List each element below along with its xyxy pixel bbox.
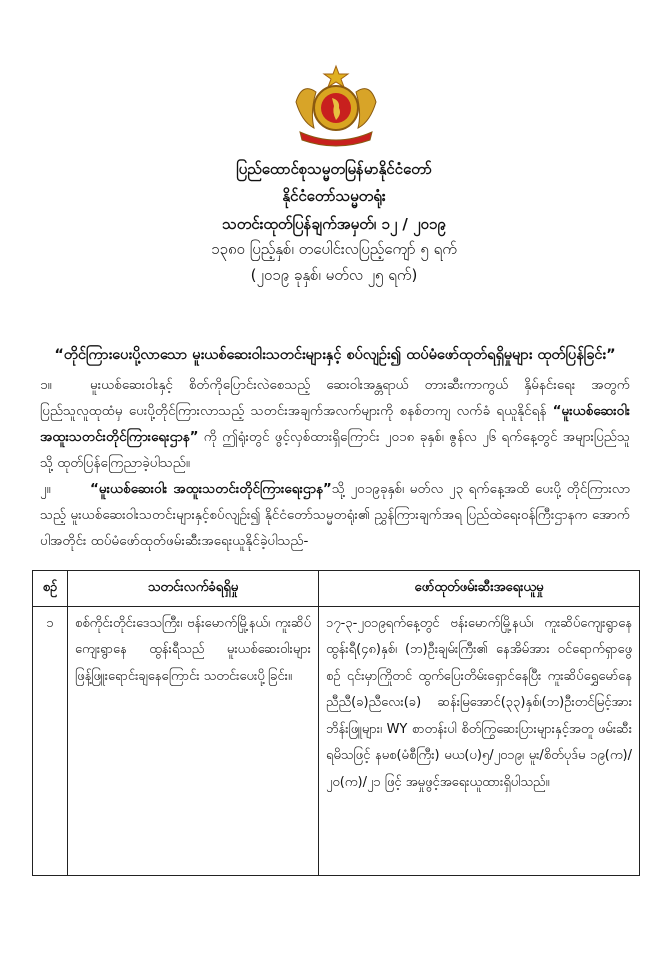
cell-received: စစ်ကိုင်းတိုင်းဒေသကြီး၊ ဗန်းမောက်မြို့နယ်၊ ကူးဆိပ်ကျေးရွာနေ ထွန်းရီသည် မူးယစ်ဆေးဝါးများ ဖြန့်ဖြူးရောင်းချနေကြောင်း သတင်းပေးပို့ခြင်း။ [68,606,319,875]
headline: “တိုင်ကြားပေးပို့လာသော မူးယစ်ဆေးဝါးသတင်းများနှင့် စပ်လျဉ်း၍ ထပ်မံဖော်ထုတ်ရရှိမှုများ ထုတ်ပြန်ခြင်း” [54,347,616,363]
country-name: ပြည်ထောင်စုသမ္မတမြန်မာနိုင်ငံတော် [236,160,432,178]
paragraph-text: သို့ ၂၀၁၉ခုနှစ်၊ မတ်လ ၂၃ ရက်နေ့အထိ ပေးပို့ တိုင်ကြားလာသည့် မူးယစ်ဆေးဝါးသတင်းများနှင့်စပ်လျဉ်း၍ နိုင်ငံတော်သမ္မတရုံး၏ ညွှန်ကြားချက်အရ ပြည်ထဲရေးဝန်ကြီးဌာနက အောက်ပါအတိုင်း ထပ်မံဖော်ထုတ်ဖမ်းဆီးအရေးယူနိုင်ခဲ့ပါသည်- [40,481,631,549]
paragraph-2 [40,476,630,554]
paragraph-number: ၁။ [40,377,52,393]
table-row [33,606,640,875]
paragraph-number: ၂။ [40,481,51,497]
cell-action: ၁၇-၃-၂၀၁၉ရက်နေ့တွင် ဗန်းမောက်မြို့နယ်၊ ကူးဆိပ်ကျေးရွာနေ ထွန်းရီ(၄၈)နှစ်၊ (ဘ)ဦးချမ်းကြီး၏ နေအိမ်အား ဝင်ရောက်ရှာဖွေစဉ် ၎င်းမှာကြိုတင် ထွက်ပြေးတိမ်းရှောင်နေပြီး ကူးဆိပ်ရွှေမော်နေ ညီညီ(ခ)ညီလေး(ခ) ဆန်းမြအောင်(၃၃)နှစ်၊(ဘ)ဦးတင်မြင့်အား ဘိန်းဖြူများ၊ WY စာတန်းပါ စိတ်ကြွဆေးပြားများနှင့်အတူ ဖမ်းဆီးရမိသဖြင့် နမစ(မံစီကြီး) မယ(ပ)၅/၂၀၁၉၊ မူး/စိတ်ပုဒ်မ ၁၉(က)/ ၂၀(က)/၂၁ ဖြင့် အမှုဖွင့်အရေးယူထားရှိပါသည်။ [319,606,640,875]
paragraph-bold-text: “မူးယစ်ဆေးဝါး အထူးသတင်းတိုင်ကြားရေးဌာန” [90,481,332,497]
paragraph-text: ကို ဤရုံးတွင် ဖွင့်လှစ်ထားရှိကြောင်း ၂၀၁၈ ခုနှစ်၊ ဇွန်လ ၂၆ ရက်နေ့တွင် အများပြည်သူသို့ ထုတ်ပြန်ကြေညာခဲ့ပါသည်။ [40,429,630,471]
release-number: သတင်းထုတ်ပြန်ချက်အမှတ်၊ ၁၂ / ၂၀၁၉ [222,215,446,233]
header-received: သတင်းလက်ခံရရှိမှု [68,571,319,607]
actions-table [32,570,640,876]
header-action: ဖော်ထုတ်ဖမ်းဆီးအရေးယူမှု [319,571,640,607]
header-serial: စဉ် [33,571,68,607]
myanmar-date: ၁၃၈၀ ပြည့်နှစ်၊ တပေါင်းလပြည့်ကျော် ၅ ရက် [211,240,457,258]
cell-serial: ၁ [33,606,68,875]
table-header-row [33,571,640,607]
gregorian-date: (၂၀၁၉ ခုနှစ်၊ မတ်လ ၂၅ ရက်) [250,266,418,284]
state-seal-emblem [292,62,380,148]
paragraph-1 [40,372,630,476]
paragraph-bold-text: “မူးယစ်ဆေးဝါး အထူးသတင်းတိုင်ကြားရေးဌာန” [40,403,630,445]
office-name: နိုင်ငံတော်သမ္မတရုံး [282,187,386,205]
paragraph-text: မူးယစ်ဆေးဝါးနှင့် စိတ်ကိုပြောင်းလဲစေသည့် ဆေးဝါးအန္တရာယ် တားဆီးကာကွယ် နှိမ်နင်းရေး အတွက် ပြည်သူလူထုထံမှ ပေးပို့တိုင်ကြားလာသည့် သတင်းအချက်အလက်များကို စနစ်တကျ လက်ခံ ရယူနိုင်ရန် [40,377,630,419]
